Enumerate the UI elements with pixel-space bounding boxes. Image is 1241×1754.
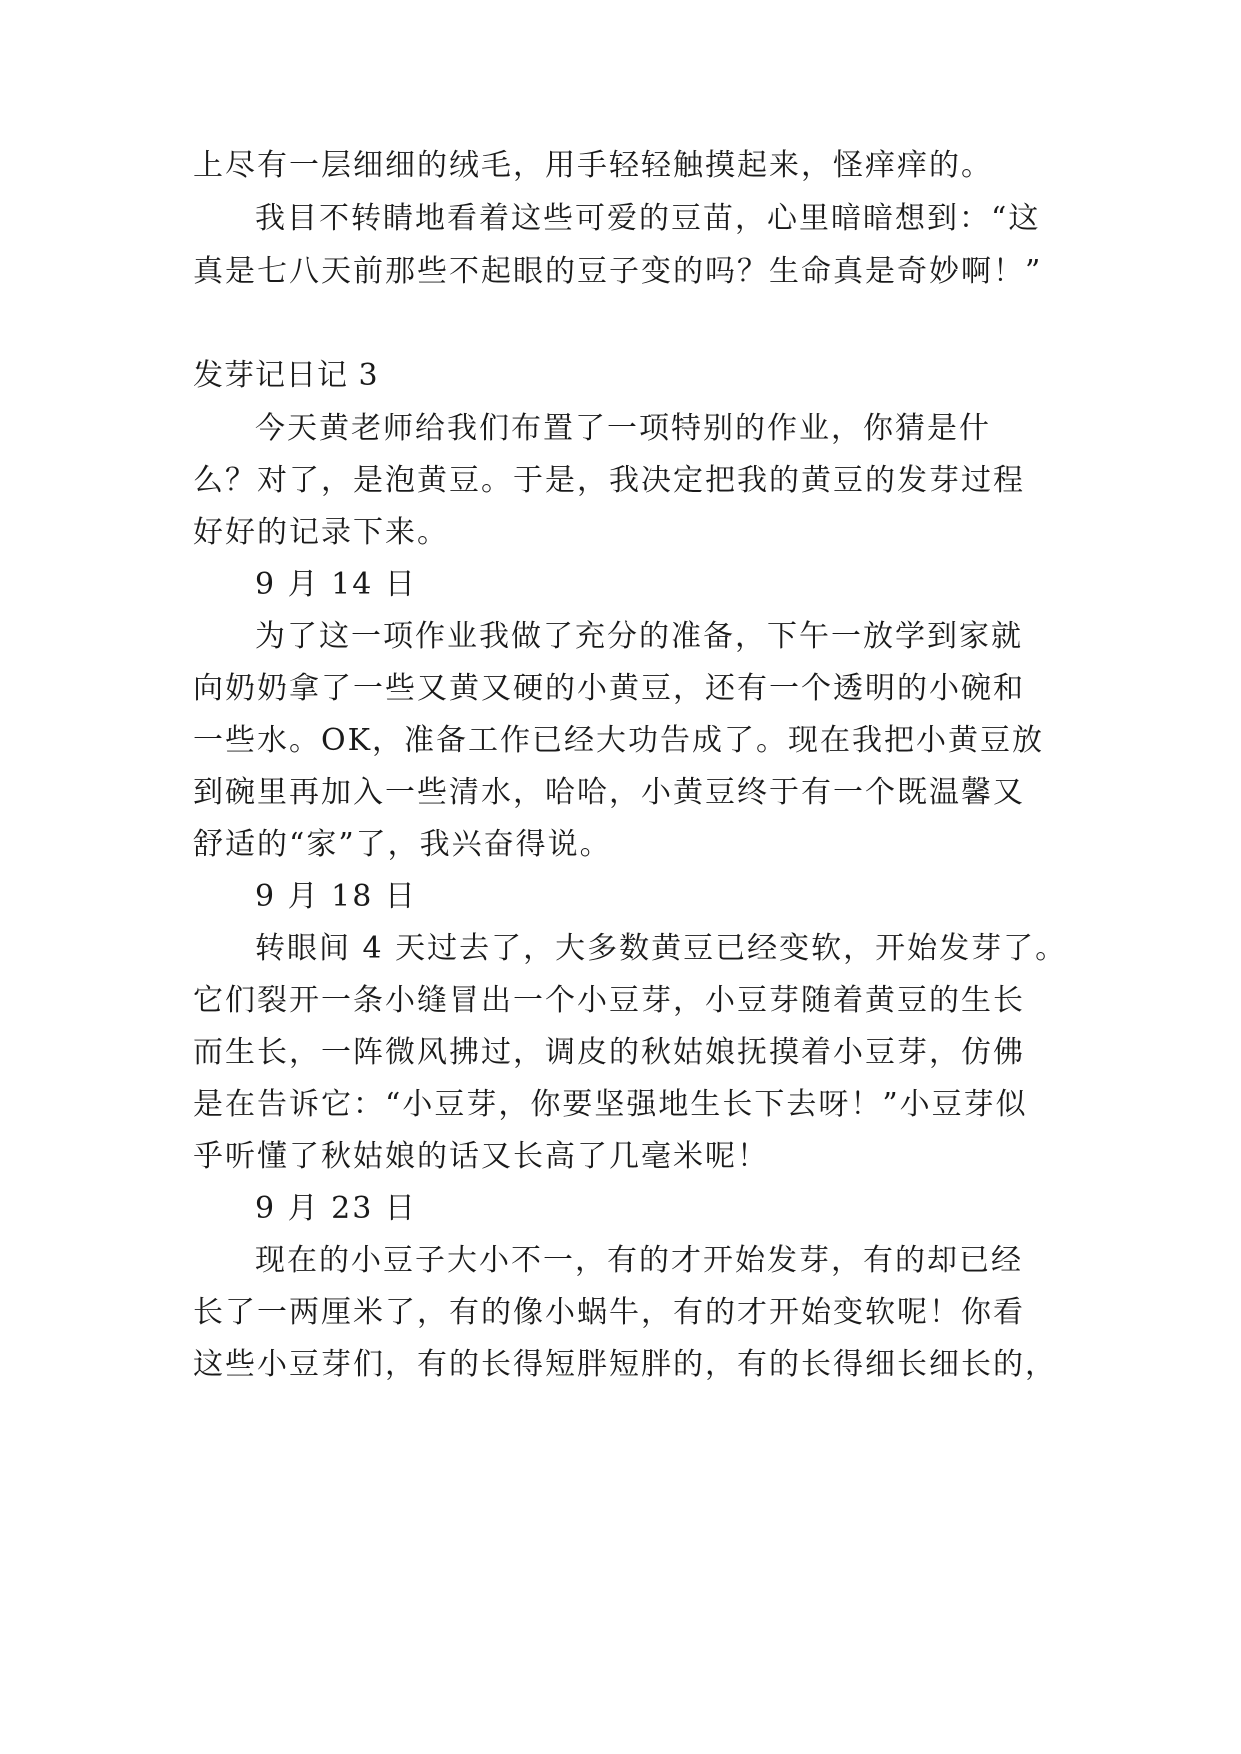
date-line: 9 月 23 日 <box>255 1191 417 1226</box>
text-line: 是在告诉它：“小豆芽，你要坚强地生长下去呀！”小豆芽似 <box>193 1087 1028 1122</box>
text-line: 这些小豆芽们，有的长得短胖短胖的，有的长得细长细长的， <box>193 1347 1057 1382</box>
text-line: 而生长，一阵微风拂过，调皮的秋姑娘抚摸着小豆芽，仿佛 <box>193 1035 1025 1070</box>
text-line: 今天黄老师给我们布置了一项特别的作业，你猜是什 <box>255 411 991 446</box>
text-line: 长了一两厘米了，有的像小蜗牛，有的才开始变软呢！你看 <box>193 1295 1025 1330</box>
text-line: 上尽有一层细细的绒毛，用手轻轻触摸起来，怪痒痒的。 <box>193 148 993 183</box>
text-line: 它们裂开一条小缝冒出一个小豆芽，小豆芽随着黄豆的生长 <box>193 983 1025 1018</box>
text-line: 到碗里再加入一些清水，哈哈，小黄豆终于有一个既温馨又 <box>193 775 1025 810</box>
text-line: 现在的小豆子大小不一，有的才开始发芽，有的却已经 <box>255 1243 1023 1278</box>
text-line: 么？对了，是泡黄豆。于是，我决定把我的黄豆的发芽过程 <box>193 463 1025 498</box>
text-line: 一些水。OK，准备工作已经大功告成了。现在我把小黄豆放 <box>193 723 1045 758</box>
text-line: 舒适的“家”了，我兴奋得说。 <box>193 827 612 862</box>
text-line: 转眼间 4 天过去了，大多数黄豆已经变软，开始发芽了。 <box>255 931 1068 966</box>
text-line: 为了这一项作业我做了充分的准备，下午一放学到家就 <box>255 619 1023 654</box>
date-line: 9 月 14 日 <box>255 567 417 602</box>
text-line: 向奶奶拿了一些又黄又硬的小黄豆，还有一个透明的小碗和 <box>193 671 1025 706</box>
text-line: 好好的记录下来。 <box>193 515 449 550</box>
text-line: 乎听懂了秋姑娘的话又长高了几毫米呢！ <box>193 1139 769 1174</box>
date-line: 9 月 18 日 <box>255 879 417 914</box>
section-heading: 发芽记日记 3 <box>193 358 379 393</box>
text-line: 真是七八天前那些不起眼的豆子变的吗？生命真是奇妙啊！” <box>193 254 1043 289</box>
text-line: 我目不转睛地看着这些可爱的豆苗，心里暗暗想到：“这 <box>255 201 1041 236</box>
